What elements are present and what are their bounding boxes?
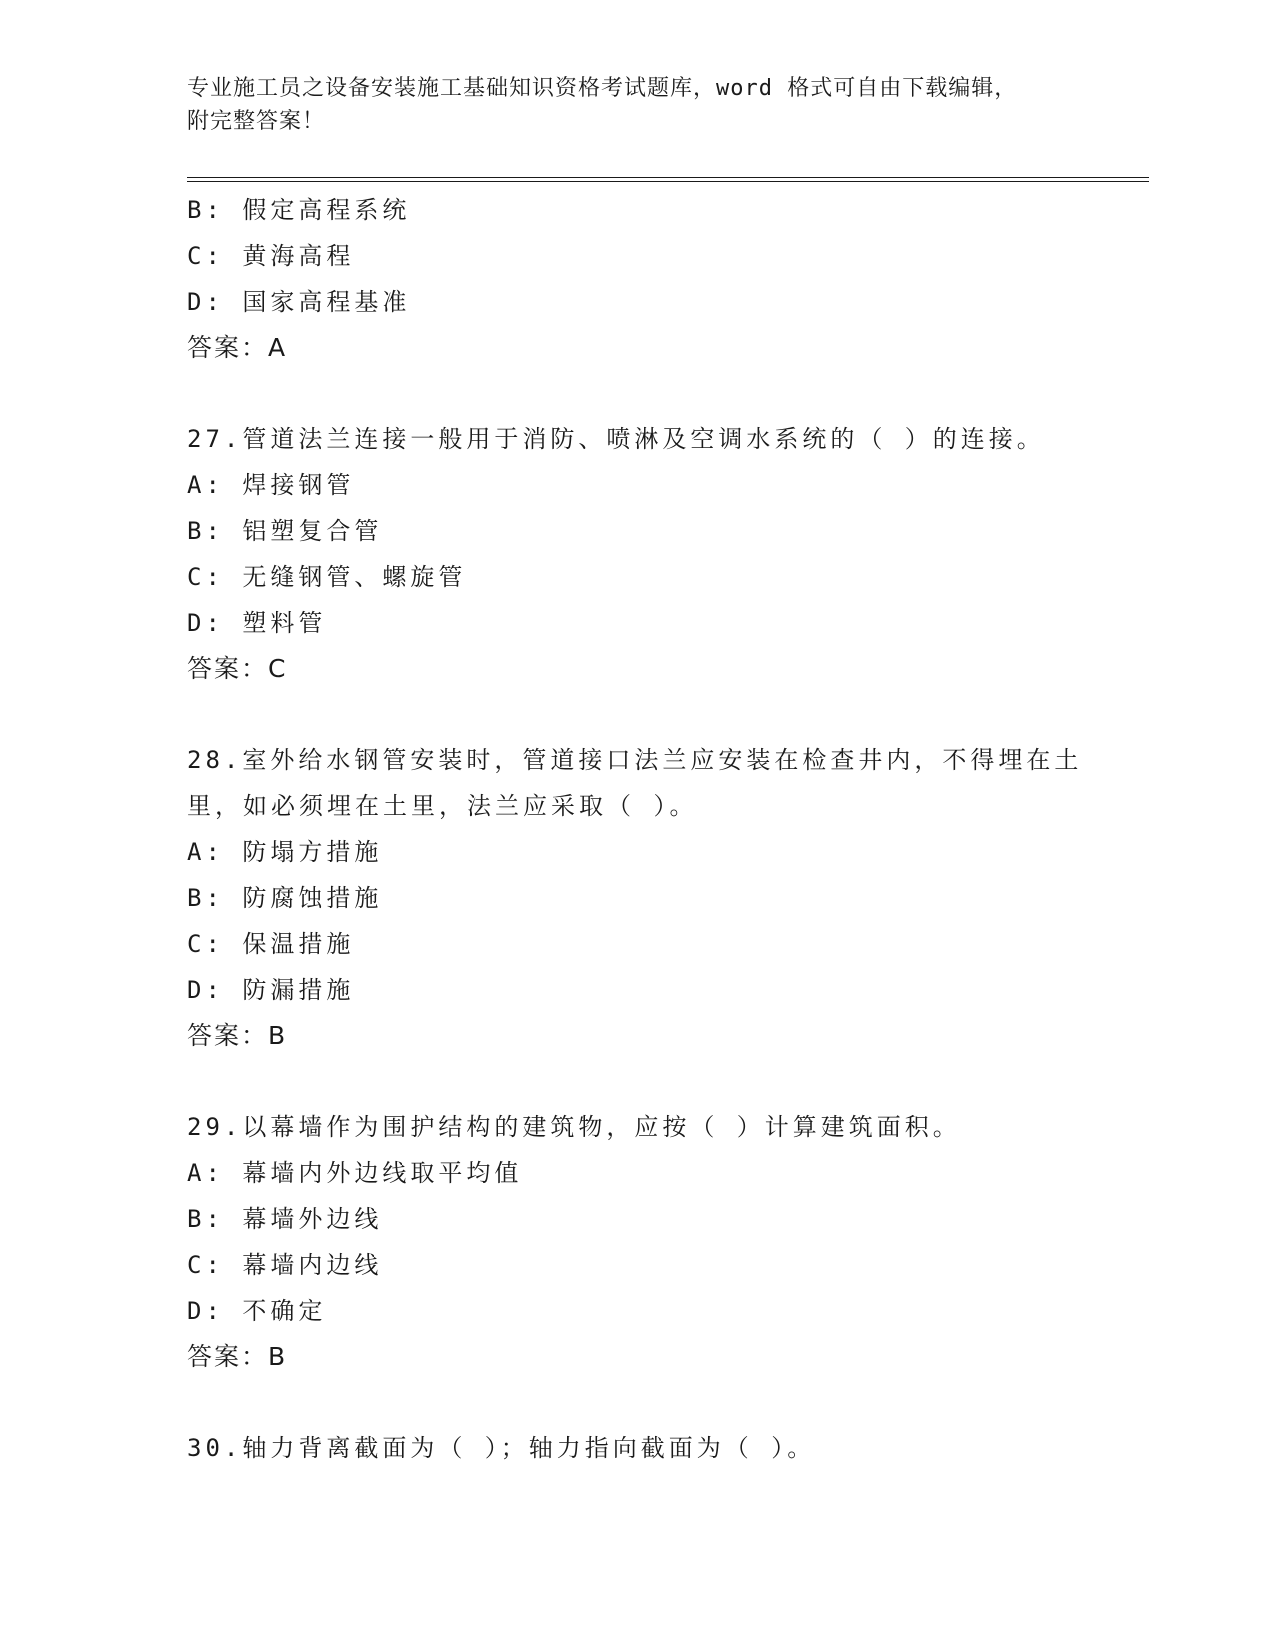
option-a: A: 焊接钢管 [187, 471, 355, 499]
question-30 [187, 1425, 1149, 1471]
option-c: C: 保温措施 [187, 930, 355, 958]
header-line-1: 专业施工员之设备安装施工基础知识资格考试题库，word 格式可自由下载编辑， [187, 76, 1018, 101]
option-d: D: 塑料管 [187, 609, 327, 637]
question-text: 27.管道法兰连接一般用于消防、喷淋及空调水系统的（ ）的连接。 [187, 425, 1045, 453]
option-b: B: 假定高程系统 [187, 196, 411, 224]
question-27 [187, 416, 1149, 692]
question-26-continued [187, 187, 1149, 371]
answer-line: 答案：B [187, 1021, 288, 1050]
option-b: B: 铝塑复合管 [187, 517, 383, 545]
question-text: 28.室外给水钢管安装时，管道接口法兰应安装在检查井内，不得埋在土里，如必须埋在土里，法兰应采取（ ）。 [187, 746, 1083, 820]
option-c: C: 黄海高程 [187, 242, 355, 270]
option-c: C: 无缝钢管、螺旋管 [187, 563, 467, 591]
option-a: A: 幕墙内外边线取平均值 [187, 1159, 523, 1187]
question-29 [187, 1104, 1149, 1380]
option-b: B: 防腐蚀措施 [187, 884, 383, 912]
answer-line: 答案：C [187, 654, 288, 683]
option-d: D: 不确定 [187, 1297, 327, 1325]
answer-line: 答案：A [187, 333, 288, 362]
option-c: C: 幕墙内边线 [187, 1251, 383, 1279]
question-list [187, 187, 1149, 1471]
question-text: 29.以幕墙作为围护结构的建筑物，应按（ ）计算建筑面积。 [187, 1113, 961, 1141]
option-d: D: 国家高程基准 [187, 288, 411, 316]
question-28 [187, 737, 1149, 1059]
option-b: B: 幕墙外边线 [187, 1205, 383, 1233]
document-header [187, 72, 1087, 138]
option-a: A: 防塌方措施 [187, 838, 383, 866]
option-d: D: 防漏措施 [187, 976, 355, 1004]
answer-line: 答案：B [187, 1342, 288, 1371]
header-line-2: 附完整答案！ [187, 109, 326, 134]
question-text: 30.轴力背离截面为（ ）；轴力指向截面为（ ）。 [187, 1434, 816, 1462]
header-divider [187, 177, 1149, 182]
